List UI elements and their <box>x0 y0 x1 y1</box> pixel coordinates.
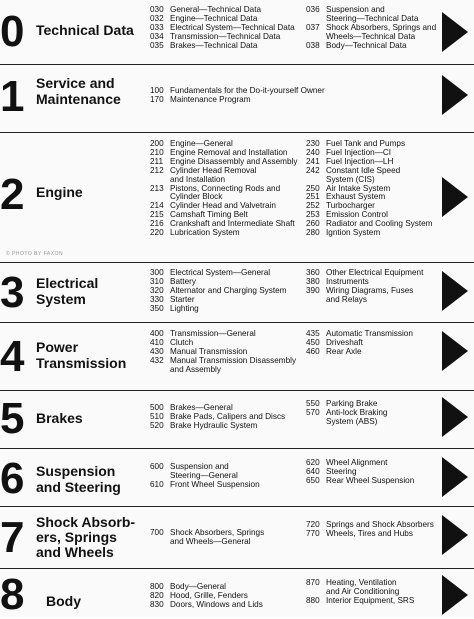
section-technical-data[interactable] <box>0 0 474 64</box>
topic-item[interactable]: 280 Igntion System <box>306 228 381 238</box>
section-number: 1 <box>0 72 24 121</box>
topic-list-right <box>306 579 414 606</box>
topic-item[interactable]: 220 Lubrication System <box>150 228 240 238</box>
topic-item[interactable]: 320 Alternator and Charging System <box>150 285 287 295</box>
section-title: Suspension and Steering <box>36 463 121 495</box>
topic-item[interactable]: 240 Fuel Injection—CI <box>306 147 392 157</box>
topic-item[interactable]: 435 Automatic Transmission <box>306 329 413 338</box>
topic-item[interactable]: 720 Springs and Shock Absorbers <box>306 520 434 529</box>
topic-item[interactable]: 410 Clutch <box>150 337 194 347</box>
topic-item[interactable]: 520 Brake Hydraulic System <box>150 420 258 430</box>
topic-item[interactable]: 310 Battery <box>150 276 196 286</box>
topic-list-left <box>150 140 297 238</box>
topic-item[interactable]: 250 Air Intake System <box>306 183 391 193</box>
section-engine[interactable] <box>0 132 474 262</box>
topic-list-left <box>150 269 287 314</box>
topic-list-right <box>306 269 423 305</box>
topic-item[interactable]: 620 Wheel Alignment <box>306 458 388 467</box>
section-number: 3 <box>0 268 24 317</box>
tab-arrow-icon[interactable] <box>442 12 468 52</box>
topic-list-left <box>150 330 296 375</box>
topic-item[interactable]: 330 Starter <box>150 294 195 304</box>
topic-item[interactable]: 510 Brake Pads, Calipers and Discs <box>150 411 286 421</box>
section-shock-absorbers-springs-wheels[interactable] <box>0 506 474 568</box>
topic-item[interactable]: 037 Shock Absorbers, Springs and Wheels—Technical Data <box>306 22 437 41</box>
topic-item[interactable]: 032 Engine—Technical Data <box>150 13 258 23</box>
topic-item[interactable]: 390 Wiring Diagrams, Fuses and Relays <box>306 285 414 304</box>
section-title: Service and Maintenance <box>36 75 121 107</box>
tab-arrow-icon[interactable] <box>442 271 468 311</box>
topic-item[interactable]: 030 General—Technical Data <box>150 5 262 14</box>
topic-item[interactable]: 880 Interior Equipment, SRS <box>306 595 415 605</box>
topic-item[interactable]: 213 Pistons, Connecting Rods and Cylinder Block <box>150 183 281 202</box>
topic-item[interactable]: 211 Engine Disassembly and Assembly <box>150 156 298 166</box>
topic-list-right <box>306 459 414 486</box>
section-number: 8 <box>0 570 24 619</box>
section-title: Technical Data <box>36 22 134 38</box>
topic-item[interactable]: 252 Turbocharger <box>306 201 375 211</box>
topic-list-left <box>150 529 264 547</box>
topic-item[interactable]: 600 Suspension and Steering—General <box>150 462 238 480</box>
topic-item[interactable]: 400 Transmission—General <box>150 329 256 338</box>
topic-item[interactable]: 038 Body—Technical Data <box>306 40 407 50</box>
section-suspension-steering[interactable] <box>0 448 474 506</box>
section-number: 7 <box>0 513 24 562</box>
topic-list-right <box>306 140 433 238</box>
topic-list-left <box>150 404 285 431</box>
topic-item[interactable]: 770 Wheels, Tires and Hubs <box>306 528 413 538</box>
section-title: Shock Absorb- ers, Springs and Wheels <box>36 514 136 560</box>
tab-arrow-icon[interactable] <box>442 575 468 615</box>
topic-item[interactable]: 300 Electrical System—General <box>150 268 271 277</box>
topic-item[interactable]: 214 Cylinder Head and Valvetrain <box>150 201 276 211</box>
topic-item[interactable]: 800 Body—General <box>150 582 226 591</box>
section-number: 0 <box>0 7 24 56</box>
topic-item[interactable]: 640 Steering <box>306 466 357 476</box>
topic-item[interactable]: 210 Engine Removal and Installation <box>150 147 288 157</box>
topic-item[interactable]: 034 Transmission—Technical Data <box>150 31 281 41</box>
topic-list-right <box>306 6 436 51</box>
topic-item[interactable]: 570 Anti-lock Braking System (ABS) <box>306 407 388 426</box>
topic-item[interactable]: 820 Hood, Grille, Fenders <box>150 590 248 600</box>
section-title: Power Transmission <box>36 339 127 371</box>
section-title: Engine <box>36 184 83 200</box>
topic-item[interactable]: 033 Electrical System—Technical Data <box>150 22 295 32</box>
topic-item[interactable]: 251 Exhaust System <box>306 192 386 202</box>
topic-item[interactable]: 260 Radiator and Cooling System <box>306 219 433 229</box>
topic-item[interactable]: 610 Front Wheel Suspension <box>150 479 260 489</box>
topic-item[interactable]: 500 Brakes—General <box>150 403 233 412</box>
topic-item[interactable]: 216 Crankshaft and Intermediate Shaft <box>150 219 295 229</box>
topic-item[interactable]: 230 Fuel Tank and Pumps <box>306 139 406 148</box>
topic-item[interactable]: 200 Engine—General <box>150 139 233 148</box>
topic-item[interactable]: 360 Other Electrical Equipment <box>306 268 424 277</box>
section-number: 6 <box>0 454 24 503</box>
section-number: 2 <box>0 170 24 219</box>
tab-arrow-icon[interactable] <box>442 457 468 497</box>
topic-item[interactable]: 650 Rear Wheel Suspension <box>306 475 415 485</box>
topic-list-right <box>306 330 413 357</box>
section-title: Electrical System <box>36 275 99 307</box>
tab-arrow-icon[interactable] <box>442 515 468 555</box>
topic-list-right <box>306 400 387 427</box>
topic-item[interactable]: 550 Parking Brake <box>306 399 378 408</box>
topic-list-left <box>150 6 295 51</box>
topic-item[interactable]: 215 Camshaft Timing Belt <box>150 210 248 220</box>
section-title: Brakes <box>36 410 83 426</box>
section-body[interactable] <box>0 568 474 617</box>
topic-item[interactable]: 212 Cylinder Head Removal and Installation <box>150 165 257 184</box>
topic-item[interactable]: 350 Lighting <box>150 303 199 313</box>
topic-item[interactable]: 870 Heating, Ventilation and Air Conditioning <box>306 578 400 596</box>
section-electrical-system[interactable] <box>0 262 474 322</box>
tab-arrow-icon[interactable] <box>442 397 468 437</box>
tab-arrow-icon[interactable] <box>442 177 468 217</box>
section-number: 5 <box>0 394 24 443</box>
topic-item[interactable]: 460 Rear Axle <box>306 346 362 356</box>
topic-list-left <box>150 463 260 490</box>
tab-arrow-icon[interactable] <box>442 75 468 115</box>
topic-list-left <box>150 583 263 610</box>
topic-item[interactable]: 380 Instruments <box>306 276 369 286</box>
section-title: Body <box>46 593 81 609</box>
topic-item[interactable]: 035 Brakes—Technical Data <box>150 40 258 50</box>
section-power-transmission[interactable] <box>0 322 474 390</box>
tab-arrow-icon[interactable] <box>442 331 468 371</box>
topic-list-right <box>306 521 434 539</box>
topic-list-left <box>150 87 325 105</box>
topic-item[interactable]: 241 Fuel Injection—LH <box>306 156 394 166</box>
section-number: 4 <box>0 332 24 381</box>
topic-item[interactable]: 100 Fundamentals for the Do-it-yourself Owner <box>150 86 325 95</box>
topic-item[interactable]: 450 Driveshaft <box>306 337 363 347</box>
topic-item[interactable]: 170 Maintenance Program <box>150 94 251 104</box>
topic-item[interactable]: 700 Shock Absorbers, Springs and Wheels—General <box>150 528 265 546</box>
topic-item[interactable]: 830 Doors, Windows and Lids <box>150 599 263 609</box>
topic-item[interactable]: 430 Manual Transmission <box>150 346 248 356</box>
section-brakes[interactable] <box>0 390 474 448</box>
topic-item[interactable]: 242 Constant Idle Speed System (CIS) <box>306 165 401 184</box>
topic-item[interactable]: 432 Manual Transmission Disassembly and Assembly <box>150 355 297 374</box>
photo-credit: © PHOTO BY FAXON <box>6 251 64 257</box>
section-service-maintenance[interactable] <box>0 64 474 132</box>
topic-item[interactable]: 253 Emission Control <box>306 210 388 220</box>
topic-item[interactable]: 036 Suspension and Steering—Technical Data <box>306 5 419 23</box>
